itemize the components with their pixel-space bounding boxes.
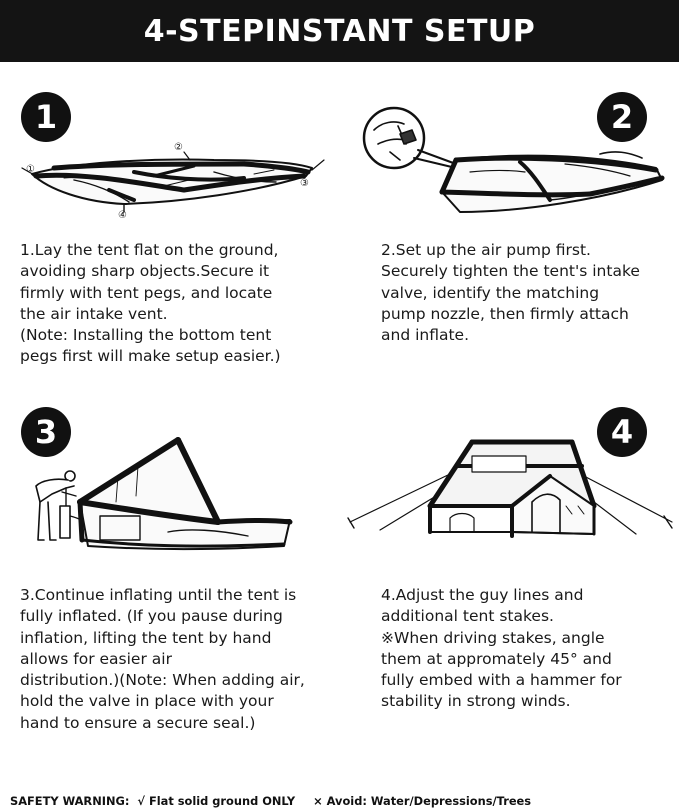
step-4-instructions: 4.Adjust the guy lines and additional tent stakes. ※When driving stakes, angle them at appromately 45° and fully embed with a hammer for stability in strong winds. <box>381 586 622 711</box>
step-3-instructions: 3.Continue inflating until the tent is fully inflated. (If you pause during inflation, lifting the tent by hand allows for easier air distribution.)(Note: When adding air, hold the valve in place with your hand to ensure a secure seal.) <box>20 586 305 732</box>
callout-1: ① <box>26 164 35 175</box>
step-2-instructions: 2.Set up the air pump first. Securely tighten the tent's intake valve, identify the matching pump nozzle, then firmly attach and inflate. <box>381 241 640 345</box>
step-2-badge: 2 <box>597 92 647 142</box>
callout-4: ④ <box>118 210 127 221</box>
step-3-inflating-tent-illustration <box>18 436 298 556</box>
step-1-flat-tent-illustration <box>14 132 334 224</box>
step-1-instructions: 1.Lay the tent flat on the ground, avoiding sharp objects.Secure it firmly with tent pegs, and locate the air intake vent. (Note: Installing the bottom tent pegs first will make setup easier.) <box>20 241 281 366</box>
step-4-badge: 4 <box>597 407 647 457</box>
step-4-pitched-tent-illustration <box>346 436 676 556</box>
safety-warning-ok: √ Flat solid ground ONLY <box>137 794 296 808</box>
safety-warning-label: SAFETY WARNING: <box>10 794 130 808</box>
step-1-badge: 1 <box>21 92 71 142</box>
header-banner <box>0 0 679 62</box>
safety-warning-avoid: × Avoid: Water/Depressions/Trees <box>313 794 532 808</box>
callout-2: ② <box>174 142 183 153</box>
page-title: 4-STEPINSTANT SETUP <box>143 13 536 49</box>
safety-warning <box>10 794 535 808</box>
step-2-air-pump-illustration <box>360 100 670 218</box>
callout-3: ③ <box>300 178 309 189</box>
step-3-badge: 3 <box>21 407 71 457</box>
